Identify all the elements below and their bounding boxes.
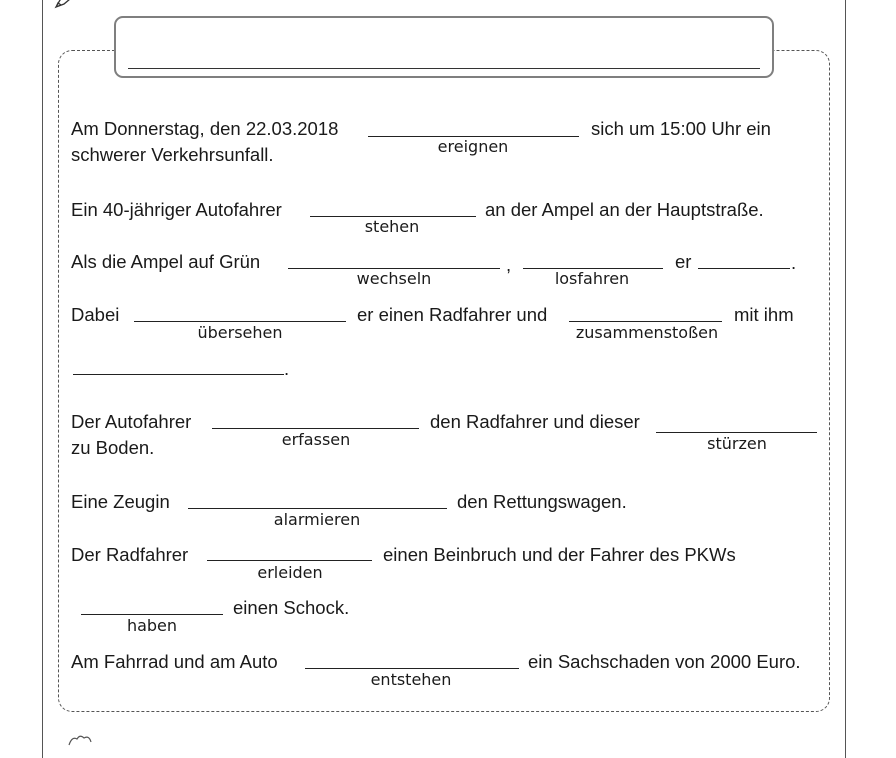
blank-4c[interactable] [73,374,284,375]
blank-9[interactable] [305,668,519,669]
sentence-2-end: an der Ampel an der Hauptstraße. [485,199,764,220]
blank-8[interactable] [81,614,223,615]
hint-5b: stürzen [707,434,767,453]
hint-2: stehen [364,217,420,236]
hint-6: alarmieren [273,510,361,529]
hint-3a: wechseln [356,269,432,288]
sentence-4-end: mit ihm [734,304,794,325]
hint-4a: übersehen [197,323,283,342]
sentence-3-start: Als die Ampel auf Grün [71,251,261,272]
sentence-1-start: Am Donnerstag, den 22.03.2018 [71,118,339,139]
blank-4b[interactable] [569,321,722,322]
hint-9: entstehen [370,670,452,689]
sentence-6-end: den Rettungswagen. [457,491,627,512]
blank-6[interactable] [188,508,447,509]
hint-5a: erfassen [281,430,351,449]
pencil-icon [52,0,78,10]
sentence-1-end: sich um 15:00 Uhr ein [591,118,771,139]
blank-4a[interactable] [134,321,346,322]
hint-3b: losfahren [554,269,630,288]
sentence-5-mid: den Radfahrer und dieser [430,411,640,432]
sentence-9-start: Am Fahrrad und am Auto [71,651,278,672]
sentence-4-mid: er einen Radfahrer und [357,304,548,325]
blank-3c[interactable] [698,268,790,269]
flower-icon [66,733,96,747]
sentence-7-start: Der Radfahrer [71,544,189,565]
sentence-9-end: ein Sachschaden von 2000 Euro. [528,651,801,672]
period-3: . [791,252,797,273]
hint-7: erleiden [257,563,323,582]
sentence-4-start: Dabei [71,304,120,325]
hint-8: haben [126,616,178,635]
hint-4b: zusammenstoßen [575,323,719,342]
title-answer-line[interactable] [128,68,760,69]
sentence-6-start: Eine Zeugin [71,491,170,512]
comma-3: , [506,254,512,275]
blank-5b[interactable] [656,432,817,433]
sentence-2-start: Ein 40-jähriger Autofahrer [71,199,282,220]
sentence-1-line-2: schwerer Verkehrsunfall. [71,144,274,165]
blank-7[interactable] [207,560,372,561]
sentence-3-mid: er [675,251,692,272]
hint-1: ereignen [437,137,509,156]
blank-5a[interactable] [212,428,419,429]
period-4: . [284,358,290,379]
sentence-7-end: einen Beinbruch und der Fahrer des PKWs [383,544,736,565]
sentence-5-line-2: zu Boden. [71,437,155,458]
sentence-5-start: Der Autofahrer [71,411,192,432]
title-box [114,16,774,78]
sentence-8-end: einen Schock. [233,597,350,618]
